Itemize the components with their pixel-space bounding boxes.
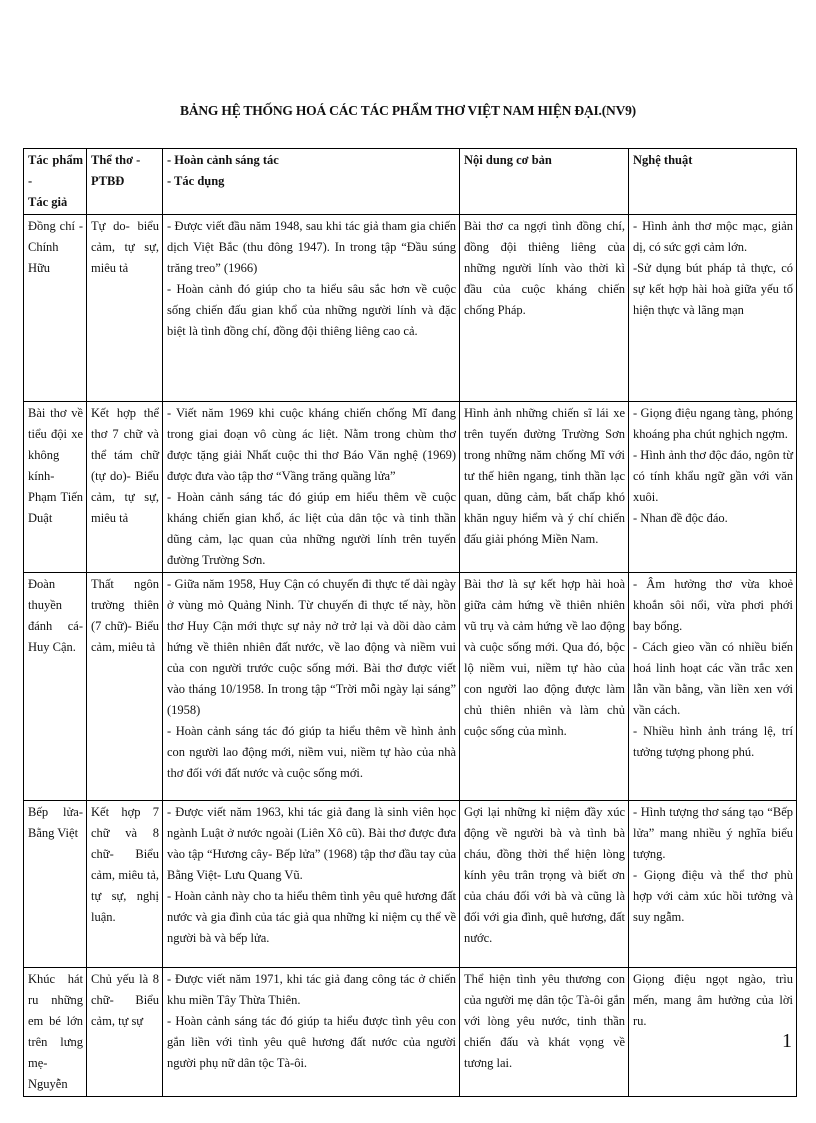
cell-art: - Hình tượng thơ sáng tạo “Bếp lửa” mang nhiều ý nghĩa biểu tượng. - Giọng điệu và thể thơ phù hợp với cảm xúc hồi tưởng và suy ngẫm. <box>629 801 797 968</box>
cell-genre: Tự do- biểu cảm, tự sự, miêu tả <box>87 215 163 402</box>
cell-art: - Giọng điệu ngang tàng, phóng khoáng pha chút nghịch ngợm. - Hình ảnh thơ độc đáo, ngôn từ có tính khẩu ngữ gần với văn xuôi. - Nhan đề độc đáo. <box>629 402 797 573</box>
table-row <box>24 402 797 573</box>
table-row <box>24 573 797 801</box>
page-number: 1 <box>782 1030 792 1052</box>
cell-work: Bếp lửa- Bằng Việt <box>24 801 87 968</box>
header-context: - Hoàn cảnh sáng tác - Tác dụng <box>163 149 460 215</box>
cell-context: - Được viết đầu năm 1948, sau khi tác giả tham gia chiến dịch Việt Bắc (thu đông 1947). In trong tập “Đầu súng trăng treo” (1966) - Hoàn cảnh đó giúp cho ta hiểu sâu sắc hơn về cuộc sống chiến đấu gian khổ của những người lính và đặc biệt là tình đồng chí, đồng đội thiêng liêng cao cả. <box>163 215 460 402</box>
cell-work: Bài thơ về tiểu đội xe không kính- Phạm Tiến Duật <box>24 402 87 573</box>
cell-art: - Âm hưởng thơ vừa khoẻ khoắn sôi nổi, vừa phơi phới bay bổng. - Cách gieo vần có nhiều biến hoá linh hoạt các vần trắc xen lẫn vần bằng, vần liền xen với vần cách. - Nhiều hình ảnh tráng lệ, trí tưởng tượng phong phú. <box>629 573 797 801</box>
header-genre: Thể thơ - PTBĐ <box>87 149 163 215</box>
document-title: BẢNG HỆ THỐNG HOÁ CÁC TÁC PHẨM THƠ VIỆT NAM HIỆN ĐẠI.(NV9) <box>180 103 636 118</box>
cell-work: Đồng chí - Chính Hữu <box>24 215 87 402</box>
poetry-summary-table <box>23 148 797 1097</box>
cell-art: - Hình ảnh thơ mộc mạc, giản dị, có sức gợi cảm lớn. -Sử dụng bút pháp tả thực, có sự kết hợp hài hoà giữa yếu tố hiện thực và lãng mạn <box>629 215 797 402</box>
table-row <box>24 968 797 1097</box>
header-content: Nội dung cơ bản <box>460 149 629 215</box>
cell-genre: Kết hợp 7 chữ và 8 chữ- Biểu cảm, miêu tả, tự sự, nghị luận. <box>87 801 163 968</box>
header-work: Tác phẩm - Tác giả <box>24 149 87 215</box>
cell-context: - Giữa năm 1958, Huy Cận có chuyến đi thực tế dài ngày ở vùng mỏ Quảng Ninh. Từ chuyến đi thực tế này, hồn thơ Huy Cận mới thực sự nảy nở trở lại và dồi dào cảm hứng về thiên nhiên đất nước, về lao động và niềm vui của con người trước cuộc sống mới. Bài thơ được viết vào tháng 10/1958. In trong tập “Trời mỗi ngày lại sáng” (1958) - Hoàn cảnh sáng tác đó giúp ta hiểu thêm về hình ảnh con người lao động mới, niềm vui, niềm tự hào của nhà thơ đối với đất nước và cuộc sống mới. <box>163 573 460 801</box>
table-row <box>24 801 797 968</box>
cell-context: - Viết năm 1969 khi cuộc kháng chiến chống Mĩ đang trong giai đoạn vô cùng ác liệt. Nằm trong chùm thơ được tặng giải Nhất cuộc thi thơ Báo Văn nghệ (1969) được đưa vào tập thơ “Vầng trăng quầng lửa” - Hoàn cảnh sáng tác đó giúp em hiểu thêm về cuộc kháng chiến gian khổ, ác liệt của dân tộc và tinh thần dũng cảm, lạc quan của những người lính trên tuyến đường Trường Sơn. <box>163 402 460 573</box>
cell-genre: Thất ngôn trường thiên (7 chữ)- Biểu cảm, miêu tả <box>87 573 163 801</box>
cell-content: Hình ảnh những chiến sĩ lái xe trên tuyến đường Trường Sơn trong những năm chống Mĩ với tư thế hiên ngang, tinh thần lạc quan, dũng cảm, bất chấp khó khăn nguy hiểm và ý chí chiến đấu giải phóng Miền Nam. <box>460 402 629 573</box>
cell-content: Gợi lại những kỉ niệm đầy xúc động về người bà và tình bà cháu, đồng thời thể hiện lòng kính yêu trân trọng và biết ơn của cháu đối với bà và cũng là đối với gia đình, quê hương, đất nước. <box>460 801 629 968</box>
table-row <box>24 215 797 402</box>
cell-context: - Được viết năm 1971, khi tác giả đang công tác ở chiến khu miền Tây Thừa Thiên. - Hoàn cảnh sáng tác đó giúp ta hiểu được tình yêu con gắn liền với tình yêu quê hương đất nước của người người phụ nữ dân tộc Tà-ôi. <box>163 968 460 1097</box>
cell-genre: Kết hợp thể thơ 7 chữ và thể tám chữ (tự do)- Biểu cảm, tự sự, miêu tả <box>87 402 163 573</box>
header-art: Nghệ thuật <box>629 149 797 215</box>
cell-content: Bài thơ là sự kết hợp hài hoà giữa cảm hứng về thiên nhiên vũ trụ và cảm hứng về lao động và cuộc sống mới. Qua đó, bộc lộ niềm vui, niềm tự hào của con người lao động được làm chủ thiên nhiên và làm chủ cuộc sống của mình. <box>460 573 629 801</box>
cell-genre: Chủ yếu là 8 chữ- Biểu cảm, tự sự <box>87 968 163 1097</box>
cell-work: Đoàn thuyền đánh cá- Huy Cận. <box>24 573 87 801</box>
cell-art: Giọng điệu ngọt ngào, trìu mến, mang âm hưởng của lời ru. <box>629 968 797 1097</box>
cell-work: Khúc hát ru những em bé lớn trên lưng mẹ- Nguyễn <box>24 968 87 1097</box>
cell-context: - Được viết năm 1963, khi tác giả đang là sinh viên học ngành Luật ở nước ngoài (Liên Xô cũ). Bài thơ được đưa vào tập “Hương cây- Bếp lửa” (1968) tập thơ đầu tay của Bằng Việt- Lưu Quang Vũ. - Hoàn cảnh này cho ta hiểu thêm tình yêu quê hương đất nước và gia đình của tác giả qua những kỉ niệm cụ thể về người bà và bếp lửa. <box>163 801 460 968</box>
cell-content: Bài thơ ca ngợi tình đồng chí, đồng đội thiêng liêng của những người lính vào thời kì đầu của cuộc kháng chiến chống Pháp. <box>460 215 629 402</box>
table-header-row <box>24 149 797 215</box>
cell-content: Thể hiện tình yêu thương con của người mẹ dân tộc Tà-ôi gắn với lòng yêu nước, tinh thần chiến đấu và khát vọng về tương lai. <box>460 968 629 1097</box>
